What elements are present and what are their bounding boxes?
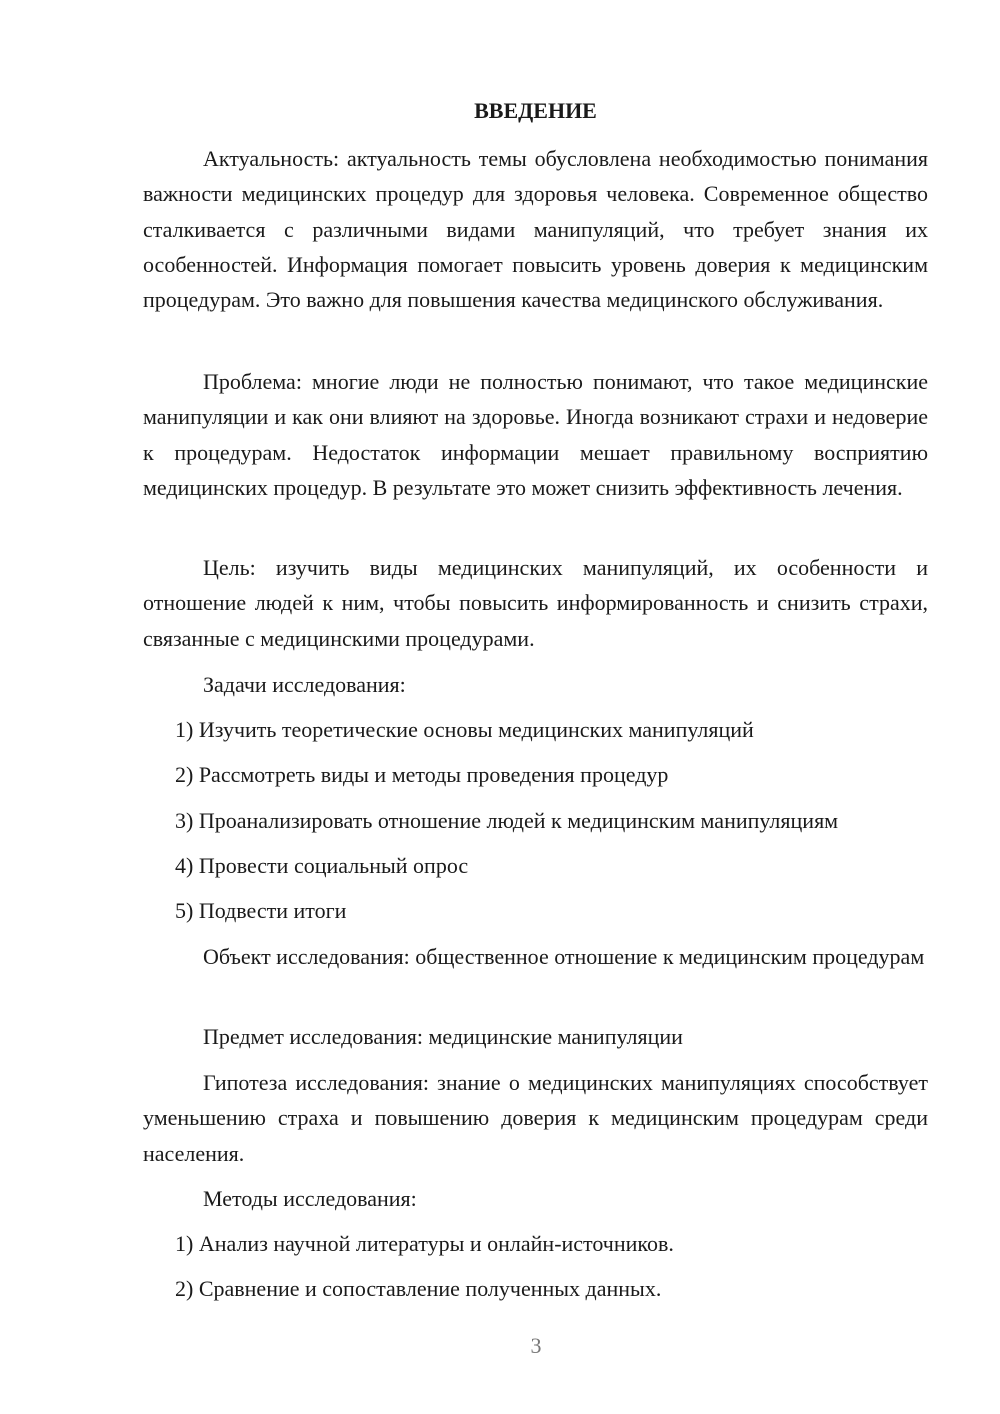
page-number: 3: [530, 1333, 542, 1358]
task-item: 5) Подвести итоги: [175, 898, 347, 923]
method-item: 2) Сравнение и сопоставление полученных данных.: [175, 1276, 662, 1301]
paragraph-object: Объект исследования: общественное отношение к медицинским процедурам: [203, 944, 925, 969]
paragraph-problem: Проблема: многие люди не полностью понимают, что такое медицинские манипуляции и как они влияют на здоровье. Иногда возникают страхи и недоверие к процедурам. Недостаток информации мешает правильному восприятию медицинских процедур. В результате это может снизить эффективность лечения.: [143, 369, 928, 500]
paragraph-goal: Цель: изучить виды медицинских манипуляций, их особенности и отношение людей к ним, чтобы повысить информированность и снизить страхи, связанные с медицинскими процедурами.: [143, 555, 928, 651]
method-item: 1) Анализ научной литературы и онлайн-источников.: [175, 1231, 674, 1256]
task-item: 1) Изучить теоретические основы медицинских манипуляций: [175, 717, 754, 742]
task-item: 2) Рассмотреть виды и методы проведения процедур: [175, 762, 669, 787]
methods-title: Методы исследования:: [203, 1186, 417, 1211]
paragraph-subject: Предмет исследования: медицинские манипуляции: [203, 1024, 683, 1049]
paragraph-hypothesis: Гипотеза исследования: знание о медицинских манипуляциях способствует уменьшению страха и повышению доверия к медицинским процедурам среди населения.: [143, 1070, 928, 1166]
paragraph-relevance: Актуальность: актуальность темы обусловлена необходимостью понимания важности медицинских процедур для здоровья человека. Современное общество сталкивается с различными видами манипуляций, что требует знания их особенностей. Информация помогает повысить уровень доверия к медицинским процедурам. Это важно для повышения качества медицинского обслуживания.: [143, 146, 928, 313]
task-item: 3) Проанализировать отношение людей к медицинским манипуляциям: [175, 808, 839, 833]
section-heading: ВВЕДЕНИЕ: [474, 98, 597, 123]
tasks-title: Задачи исследования:: [203, 672, 406, 697]
task-item: 4) Провести социальный опрос: [175, 853, 469, 878]
